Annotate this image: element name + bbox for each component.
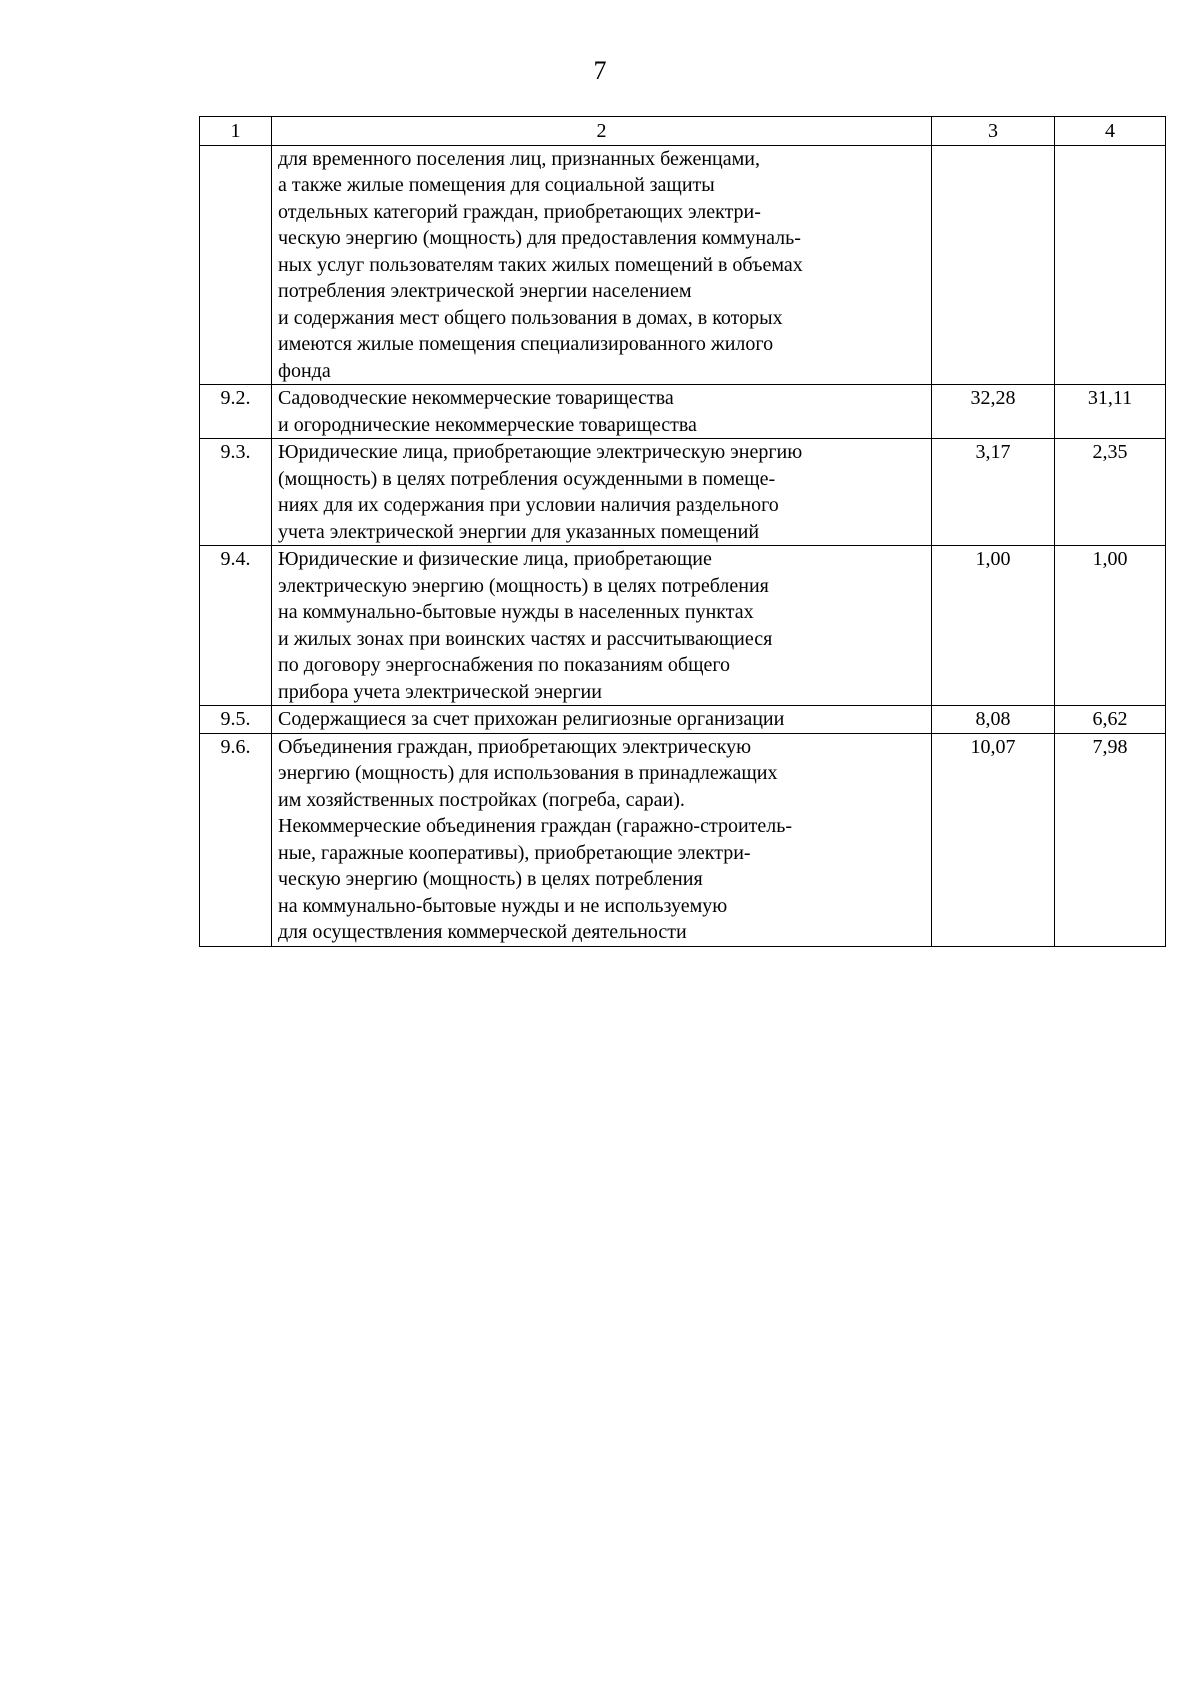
column-header: 2	[272, 117, 932, 146]
description-line: а также жилые помещения для социальной защиты	[278, 174, 715, 196]
table-header-row	[200, 117, 1166, 146]
description-line: электрическую энергию (мощность) в целях потребления	[278, 574, 769, 597]
description-line: потребления электрической энергии населением	[278, 280, 692, 302]
row-description	[272, 546, 932, 706]
description-line: по договору энергоснабжения по показаниям общего	[278, 654, 731, 676]
description-line: на коммунально-бытовые нужды и не используемую	[278, 894, 728, 917]
row-number: 9.4.	[200, 546, 272, 706]
description-line: Юридические лица, приобретающие электрическую энергию	[278, 441, 803, 463]
rate-value-col4: 31,11	[1055, 385, 1166, 439]
table-row	[200, 546, 1166, 706]
row-description	[272, 439, 932, 546]
rate-value-col3: 1,00	[932, 546, 1055, 706]
description-line: Некоммерческие объединения граждан (гаражно-строитель-	[278, 815, 793, 837]
rate-value-col3: 10,07	[932, 733, 1055, 946]
description-line: ческую энергию (мощность) для предоставления коммуналь-	[278, 227, 801, 249]
row-number: 9.3.	[200, 439, 272, 546]
row-number: 9.2.	[200, 385, 272, 439]
table-row	[200, 439, 1166, 546]
rate-value-col3: 32,28	[932, 385, 1055, 439]
rate-value-col4: 7,98	[1055, 733, 1166, 946]
description-line: Объединения граждан, приобретающих электрическую	[278, 735, 752, 758]
description-line: и содержания мест общего пользования в домах, в которых	[278, 306, 783, 329]
description-line: фонда	[278, 359, 331, 382]
row-number: 9.5.	[200, 706, 272, 734]
description-line: (мощность) в целях потребления осужденными в помеще-	[278, 467, 776, 490]
description-line: энергию (мощность) для использования в принадлежащих	[278, 762, 778, 784]
column-header: 1	[200, 117, 272, 146]
description-line: и огороднические некоммерческие товарищества	[278, 413, 697, 436]
rate-value-col3	[932, 145, 1055, 385]
table-row	[200, 385, 1166, 439]
description-line: им хозяйственных постройках (погреба, сараи).	[278, 788, 685, 811]
rates-table	[199, 116, 1166, 947]
rate-value-col4: 2,35	[1055, 439, 1166, 546]
rate-value-col4: 6,62	[1055, 706, 1166, 734]
description-line: Юридические и физические лица, приобретающие	[278, 548, 712, 570]
row-number	[200, 145, 272, 385]
column-header: 3	[932, 117, 1055, 146]
row-description	[272, 385, 932, 439]
description-line: ческую энергию (мощность) в целях потребления	[278, 868, 703, 890]
rate-value-col4: 1,00	[1055, 546, 1166, 706]
page-number: 7	[593, 56, 607, 85]
rate-value-col4	[1055, 145, 1166, 385]
description-line: имеются жилые помещения специализированного жилого	[278, 333, 774, 355]
row-description	[272, 706, 932, 734]
row-description	[272, 145, 932, 385]
description-line: учета электрической энергии для указанных помещений	[278, 520, 760, 543]
description-line: ниях для их содержания при условии наличия раздельного	[278, 494, 779, 516]
description-line: ные, гаражные кооперативы), приобретающие электри-	[278, 841, 751, 864]
table-body	[200, 145, 1166, 946]
description-line: на коммунально-бытовые нужды в населенных пунктах	[278, 601, 754, 623]
rate-value-col3: 8,08	[932, 706, 1055, 734]
column-header: 4	[1055, 117, 1166, 146]
description-line: прибора учета электрической энергии	[278, 680, 602, 703]
description-line: Садоводческие некоммерческие товарищества	[278, 387, 674, 409]
description-line: и жилых зонах при воинских частях и рассчитывающиеся	[278, 627, 773, 650]
description-line: для осуществления коммерческой деятельности	[278, 921, 687, 943]
description-line: Содержащиеся за счет прихожан религиозные организации	[278, 708, 785, 730]
description-line: отдельных категорий граждан, приобретающих электри-	[278, 200, 761, 223]
row-description	[272, 733, 932, 946]
description-line: ных услуг пользователям таких жилых помещений в объемах	[278, 253, 803, 276]
table-row	[200, 145, 1166, 385]
description-line: для временного поселения лиц, признанных беженцами,	[278, 147, 760, 170]
row-number: 9.6.	[200, 733, 272, 946]
rate-value-col3: 3,17	[932, 439, 1055, 546]
table-row	[200, 733, 1166, 946]
table-row	[200, 706, 1166, 734]
